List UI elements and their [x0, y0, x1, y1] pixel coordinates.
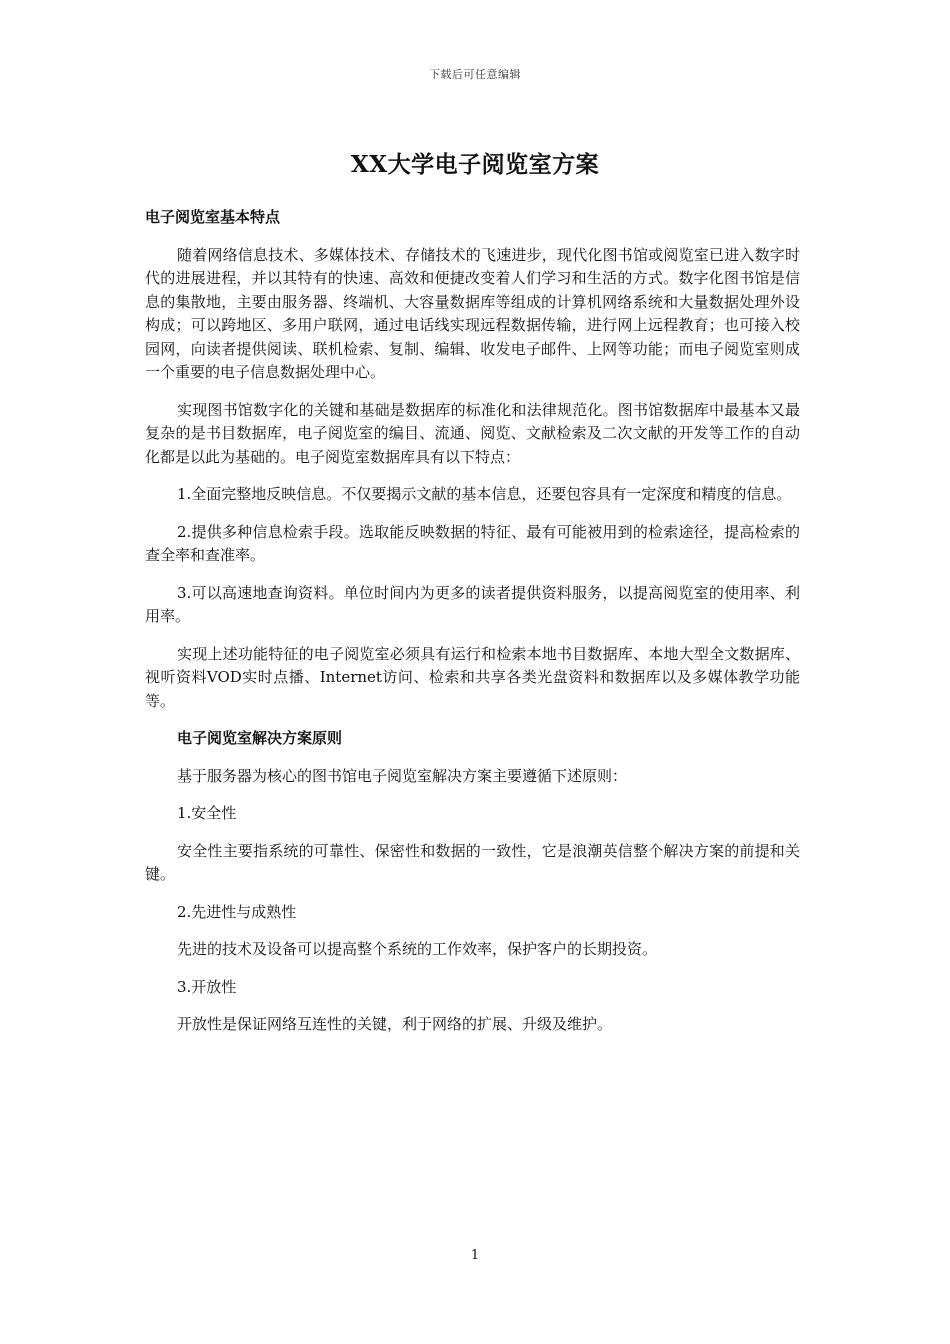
section-heading-features: 电子阅览室基本特点 — [145, 208, 281, 226]
document-title: XX大学电子阅览室方案 — [350, 151, 600, 178]
principle-3-text: 开放性是保证网络互连性的关键，利于网络的扩展、升级及维护。 — [177, 1015, 613, 1033]
principle-3-title: 3.开放性 — [177, 977, 237, 996]
principle-2-title: 2.先进性与成熟性 — [177, 902, 297, 921]
header-note: 下载后可任意编辑 — [429, 68, 521, 81]
principle-2-text: 先进的技术及设备可以提高整个系统的工作效率，保护客户的长期投资。 — [177, 940, 658, 958]
principle-1-text: 安全性主要指系统的可靠性、保密性和数据的一致性，它是浪潮英信整个解决方案的前提和关键。 — [145, 841, 800, 883]
paragraph-intro: 随着网络信息技术、多媒体技术、存储技术的飞速进步，现代化图书馆或阅览室已进入数字时代的进展进程，并以其特有的快速、高效和便捷改变着人们学习和生活的方式。数字化图书馆是信息的集散地，主要由服务器、终端机、大容量数据库等组成的计算机网络系统和大量数据处理外设构成；可以跨地区、多用户联网，通过电话线实现远程数据传输，进行网上远程教育；也可接入校园网，向读者提供阅读、联机检索、复制、编辑、收发电子邮件、上网等功能；而电子阅览室则成一个重要的电子信息数据处理中心。 — [145, 245, 800, 381]
paragraph-database: 实现图书馆数字化的关键和基础是数据库的标准化和法律规范化。图书馆数据库中最基本又最复杂的是书目数据库，电子阅览室的编目、流通、阅览、文献检索及二次文献的开发等工作的自动化都是以此为基础的。电子阅览室数据库具有以下特点： — [145, 400, 800, 466]
principle-1-title: 1.安全性 — [177, 804, 237, 822]
feature-item-1: 1.全面完整地反映信息。不仅要揭示文献的基本信息，还要包容具有一定深度和精度的信息。 — [177, 485, 792, 503]
page-number: 1 — [470, 1248, 480, 1263]
section-heading-principles: 电子阅览室解决方案原则 — [177, 729, 343, 747]
principles-intro: 基于服务器为核心的图书馆电子阅览室解决方案主要遵循下述原则： — [177, 766, 628, 785]
paragraph-functions: 实现上述功能特征的电子阅览室必须具有运行和检索本地书目数据库、本地大型全文数据库、视听资料VOD实时点播、Internet访问、检索和共享各类光盘资料和数据库以及多媒体教学功能等。 — [145, 644, 800, 710]
feature-item-3: 3.可以高速地查询资料。单位时间内为更多的读者提供资料服务，以提高阅览室的使用率、利用率。 — [145, 583, 800, 625]
document-body — [145, 206, 800, 1051]
feature-item-2: 2.提供多种信息检索手段。选取能反映数据的特征、最有可能被用到的检索途径，提高检索的查全率和查准率。 — [145, 522, 800, 564]
